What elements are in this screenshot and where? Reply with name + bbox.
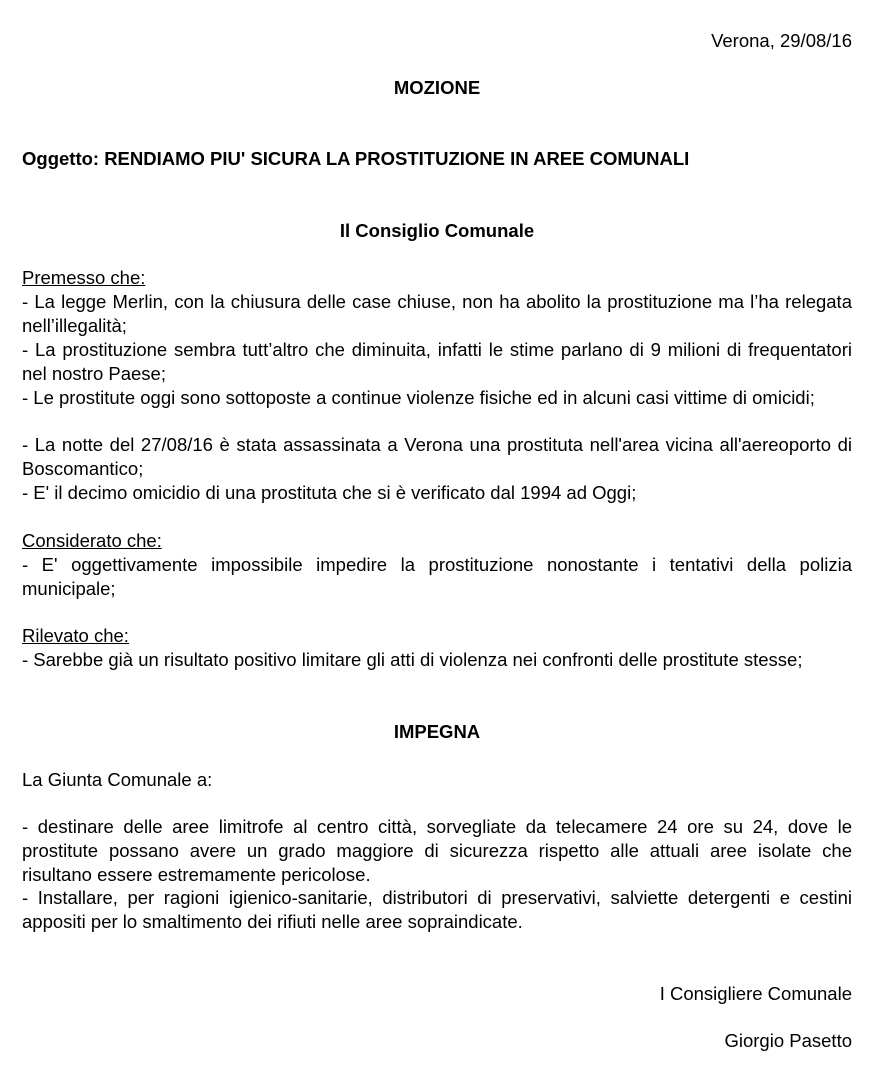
council-heading: Il Consiglio Comunale [339, 220, 535, 241]
signature-role: I Consigliere Comunale [659, 983, 852, 1004]
premesso-item: - La prostituzione sembra tutt’altro che diminuita, infatti le stime parlano di 9 milioni di frequentatori nel nostro Paese; [22, 339, 852, 384]
document-type: MOZIONE [393, 77, 481, 98]
impegna-item: - Installare, per ragioni igienico-sanitarie, distributori di preservativi, salviette detergenti e cestini appositi per lo smaltimento dei rifiuti nelle aree sopraindicate. [22, 887, 852, 932]
premesso-item: - La legge Merlin, con la chiusura delle case chiuse, non ha abolito la prostituzione ma l’ha relegata nell’illegalità; [22, 291, 852, 336]
premesso-item: - E' il decimo omicidio di una prostituta che si è verificato dal 1994 ad Oggi; [22, 482, 637, 503]
premesso-item: - Le prostitute oggi sono sottoposte a continue violenze fisiche ed in alcuni casi vittime di omicidi; [22, 387, 815, 408]
place-date: Verona, 29/08/16 [711, 30, 852, 51]
signature-name: Giorgio Pasetto [724, 1030, 852, 1051]
rilevato-item: - Sarebbe già un risultato positivo limitare gli atti di violenza nei confronti delle prostitute stesse; [22, 649, 803, 670]
rilevato-heading: Rilevato che: [22, 625, 129, 646]
subject-line: Oggetto: RENDIAMO PIU' SICURA LA PROSTITUZIONE IN AREE COMUNALI [22, 148, 690, 169]
premesso-heading: Premesso che: [22, 267, 146, 288]
impegna-intro: La Giunta Comunale a: [22, 769, 213, 790]
premesso-item: - La notte del 27/08/16 è stata assassinata a Verona una prostituta nell'area vicina all'aereoporto di Boscomantico; [22, 434, 852, 479]
considerato-item: - E' oggettivamente impossibile impedire la prostituzione nonostante i tentativi della polizia municipale; [22, 554, 852, 599]
considerato-heading: Considerato che: [22, 530, 162, 551]
impegna-heading: IMPEGNA [393, 721, 481, 742]
impegna-item: - destinare delle aree limitrofe al centro città, sorvegliate da telecamere 24 ore su 24, dove le prostitute possano avere un grado maggiore di sicurezza rispetto alle attuali aree isolate che risultano essere estremamente pericolose. [22, 816, 852, 885]
